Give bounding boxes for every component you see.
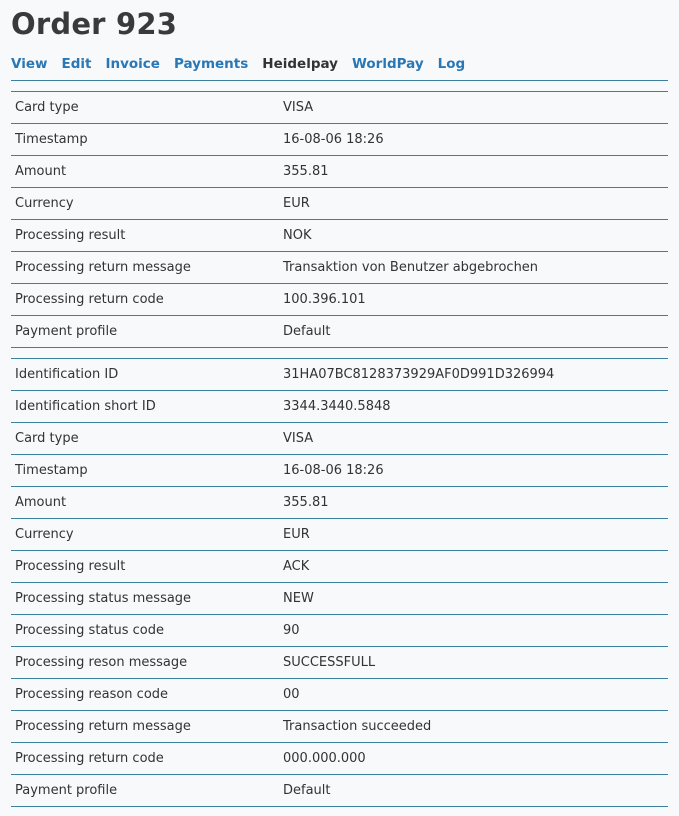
table-row	[11, 251, 668, 283]
row-value: 355.81	[283, 164, 329, 179]
row-value: 16-08-06 18:26	[283, 132, 384, 147]
row-label: Processing result	[15, 228, 126, 243]
table-row	[11, 582, 668, 614]
row-label: Processing return code	[15, 751, 164, 766]
row-value: 100.396.101	[283, 292, 366, 307]
row-label: Processing reason code	[15, 687, 169, 702]
row-value: 000.000.000	[283, 751, 366, 766]
tab-worldpay[interactable]: WorldPay	[351, 56, 424, 72]
row-label: Processing result	[15, 559, 126, 574]
table-row	[11, 614, 668, 646]
table-row	[11, 710, 668, 742]
row-value: Default	[283, 783, 331, 798]
table-row	[11, 123, 668, 155]
row-value: NOK	[283, 228, 312, 243]
row-value: 00	[283, 687, 300, 702]
tab-payments[interactable]: Payments	[173, 56, 249, 72]
table-row	[11, 678, 668, 710]
row-label: Processing status code	[15, 623, 164, 638]
row-value: 3344.3440.5848	[283, 399, 391, 414]
row-label: Processing status message	[15, 591, 192, 606]
row-value: VISA	[283, 431, 314, 446]
table-row	[11, 315, 668, 348]
row-label: Payment profile	[15, 324, 118, 339]
table-row	[11, 518, 668, 550]
table-row	[11, 742, 668, 774]
table-row	[11, 187, 668, 219]
row-label: Processing return message	[15, 260, 191, 275]
table-row	[11, 422, 668, 454]
table-row	[11, 390, 668, 422]
row-value: VISA	[283, 100, 314, 115]
row-value: Default	[283, 324, 331, 339]
table-row	[11, 646, 668, 678]
tab-log[interactable]: Log	[437, 56, 466, 72]
row-label: Currency	[15, 196, 74, 211]
table-row	[11, 283, 668, 315]
row-label: Card type	[15, 100, 79, 115]
row-value: EUR	[283, 196, 310, 211]
table-row	[11, 219, 668, 251]
row-label: Identification ID	[15, 367, 119, 382]
row-label: Processing return code	[15, 292, 164, 307]
table-row	[11, 155, 668, 187]
row-value: Transaction succeeded	[283, 719, 432, 734]
row-label: Identification short ID	[15, 399, 156, 414]
row-label: Timestamp	[15, 132, 88, 147]
row-value: 16-08-06 18:26	[283, 463, 384, 478]
table-row	[11, 454, 668, 486]
row-value: Transaktion von Benutzer abgebrochen	[283, 260, 539, 275]
table-row	[11, 550, 668, 582]
row-label: Currency	[15, 527, 74, 542]
tab-invoice[interactable]: Invoice	[105, 56, 160, 72]
transaction-table-1	[11, 91, 668, 348]
table-row	[11, 91, 668, 123]
row-label: Processing return message	[15, 719, 191, 734]
row-value: 90	[283, 623, 300, 638]
tab-edit[interactable]: Edit	[61, 56, 92, 72]
row-label: Card type	[15, 431, 79, 446]
table-row	[11, 774, 668, 807]
tab-view[interactable]: View	[11, 56, 48, 72]
row-label: Timestamp	[15, 463, 88, 478]
row-label: Processing reson message	[15, 655, 188, 670]
row-value: EUR	[283, 527, 310, 542]
transaction-table-2	[11, 358, 668, 807]
tab-heidelpay[interactable]: Heidelpay	[262, 56, 338, 72]
row-value: 355.81	[283, 495, 329, 510]
row-value: 31HA07BC8128373929AF0D991D326994	[283, 367, 555, 382]
page-title: Order 923	[11, 7, 178, 41]
table-row	[11, 358, 668, 390]
row-label: Amount	[15, 495, 67, 510]
table-row	[11, 486, 668, 518]
row-value: SUCCESSFULL	[283, 655, 376, 670]
row-label: Payment profile	[15, 783, 118, 798]
row-label: Amount	[15, 164, 67, 179]
tab-bar	[11, 48, 668, 81]
row-value: ACK	[283, 559, 310, 574]
row-value: NEW	[283, 591, 314, 606]
